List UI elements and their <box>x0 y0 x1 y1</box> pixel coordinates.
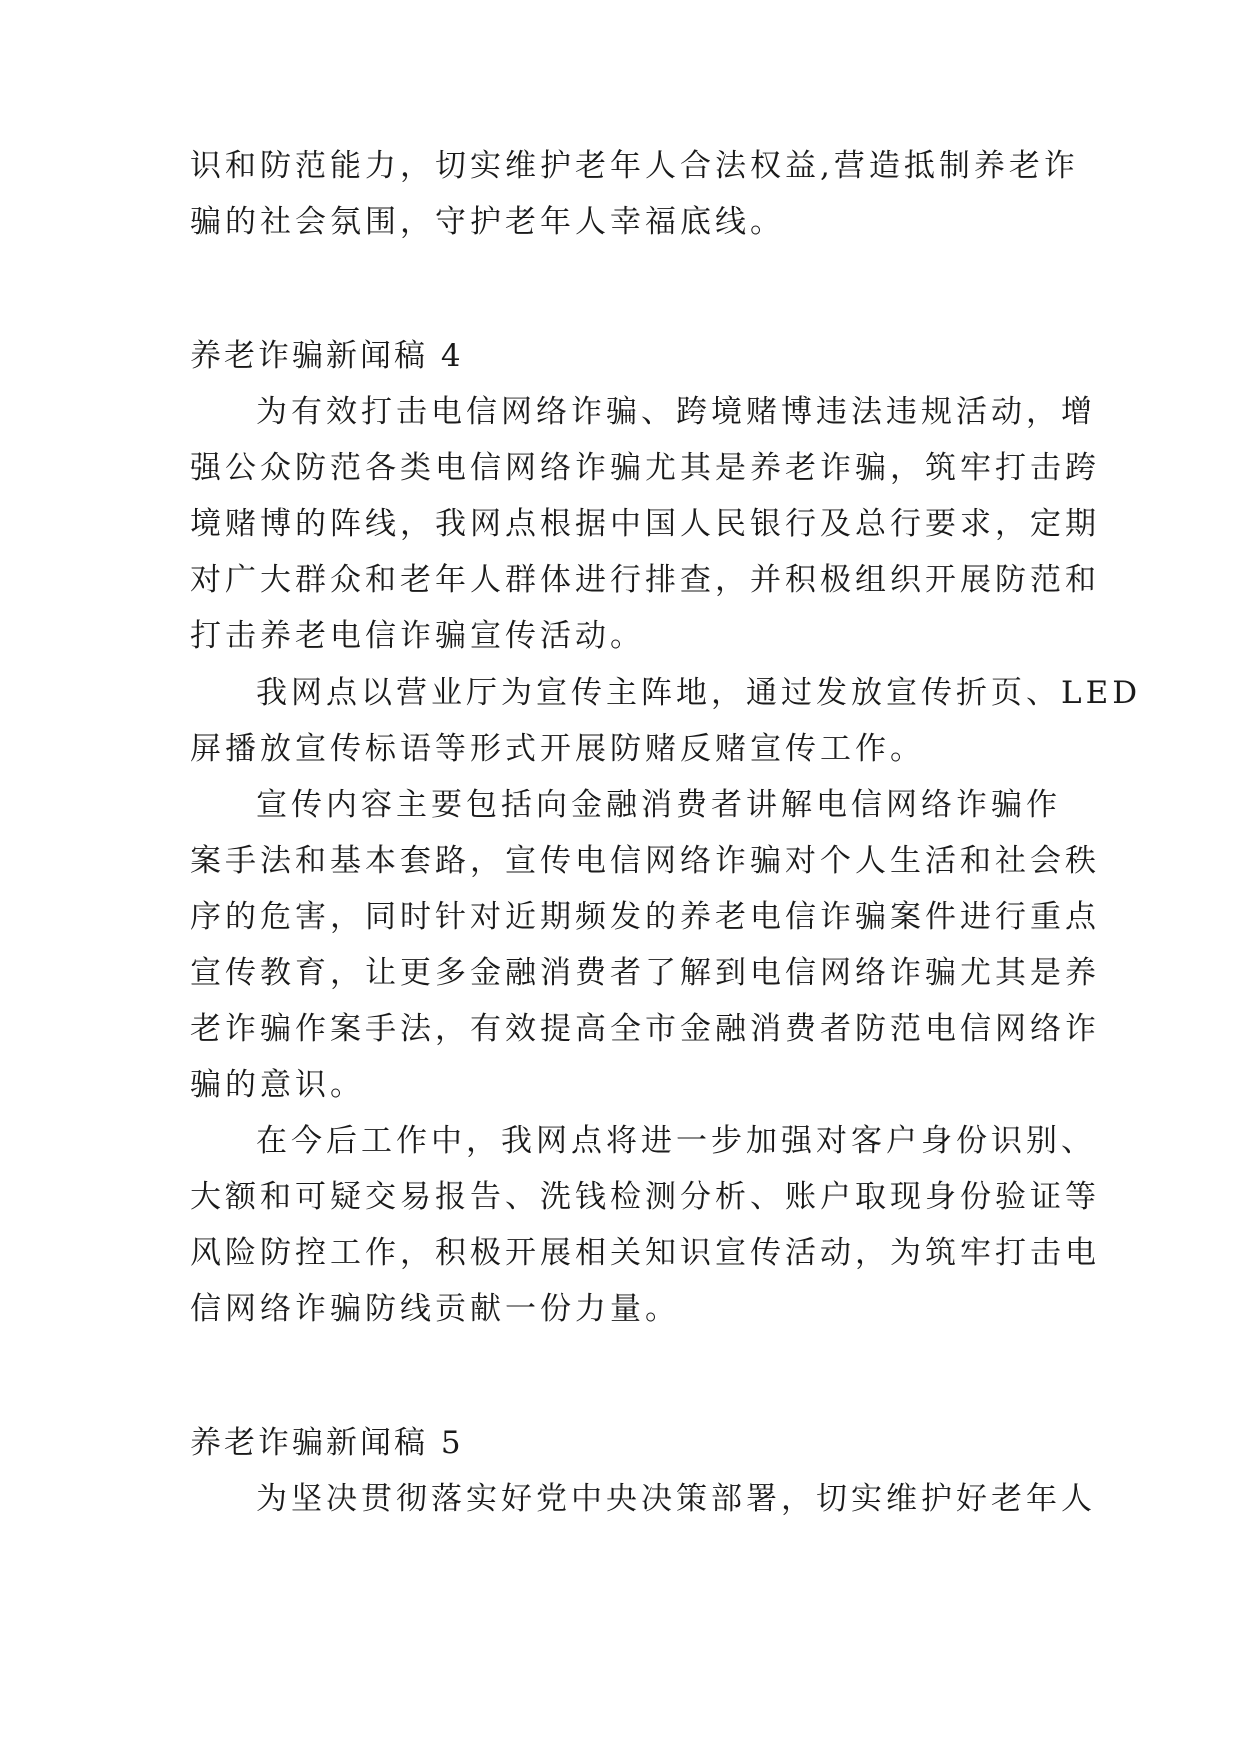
section-5-paragraph-1 <box>190 1471 1096 1527</box>
text-line: 为有效打击电信网络诈骗、跨境赌博违法违规活动，增 <box>256 394 1096 430</box>
section-4-paragraph-4 <box>190 1113 1100 1337</box>
text-line: 骗的意识。 <box>190 1067 365 1103</box>
text-line: 信网络诈骗防线贡献一份力量。 <box>190 1291 680 1327</box>
section-5-title: 养老诈骗新闻稿 5 <box>190 1425 464 1461</box>
text-line: 境赌博的阵线，我网点根据中国人民银行及总行要求，定期 <box>190 506 1100 542</box>
text-line: 对广大群众和老年人群体进行排查，并积极组织开展防范和 <box>190 562 1100 598</box>
text-line: 宣传内容主要包括向金融消费者讲解电信网络诈骗作 <box>256 787 1061 823</box>
text-line: 老诈骗作案手法，有效提高全市金融消费者防范电信网络诈 <box>190 1011 1100 1047</box>
text-line: 强公众防范各类电信网络诈骗尤其是养老诈骗，筑牢打击跨 <box>190 450 1100 486</box>
text-line: 宣传教育，让更多金融消费者了解到电信网络诈骗尤其是养 <box>190 955 1100 991</box>
section-4-paragraph-2 <box>190 665 1142 777</box>
section-4-paragraph-1 <box>190 384 1100 664</box>
text-line: 为坚决贯彻落实好党中央决策部署，切实维护好老年人 <box>256 1481 1096 1517</box>
intro-paragraph <box>190 138 1079 250</box>
text-line: 风险防控工作，积极开展相关知识宣传活动，为筑牢打击电 <box>190 1235 1100 1271</box>
text-line: 案手法和基本套路，宣传电信网络诈骗对个人生活和社会秩 <box>190 843 1100 879</box>
text-line: 大额和可疑交易报告、洗钱检测分析、账户取现身份验证等 <box>190 1179 1100 1215</box>
text-line: 打击养老电信诈骗宣传活动。 <box>190 618 645 654</box>
text-line: 屏播放宣传标语等形式开展防赌反赌宣传工作。 <box>190 731 925 767</box>
text-line: 我网点以营业厅为宣传主阵地，通过发放宣传折页、LED <box>256 675 1142 711</box>
section-4-paragraph-3 <box>190 777 1100 1113</box>
text-line: 序的危害，同时针对近期频发的养老电信诈骗案件进行重点 <box>190 899 1100 935</box>
text-line: 识和防范能力，切实维护老年人合法权益,营造抵制养老诈 <box>190 148 1079 184</box>
text-line: 在今后工作中，我网点将进一步加强对客户身份识别、 <box>256 1123 1096 1159</box>
section-4-title: 养老诈骗新闻稿 4 <box>190 338 464 374</box>
text-line: 骗的社会氛围，守护老年人幸福底线。 <box>190 204 785 240</box>
